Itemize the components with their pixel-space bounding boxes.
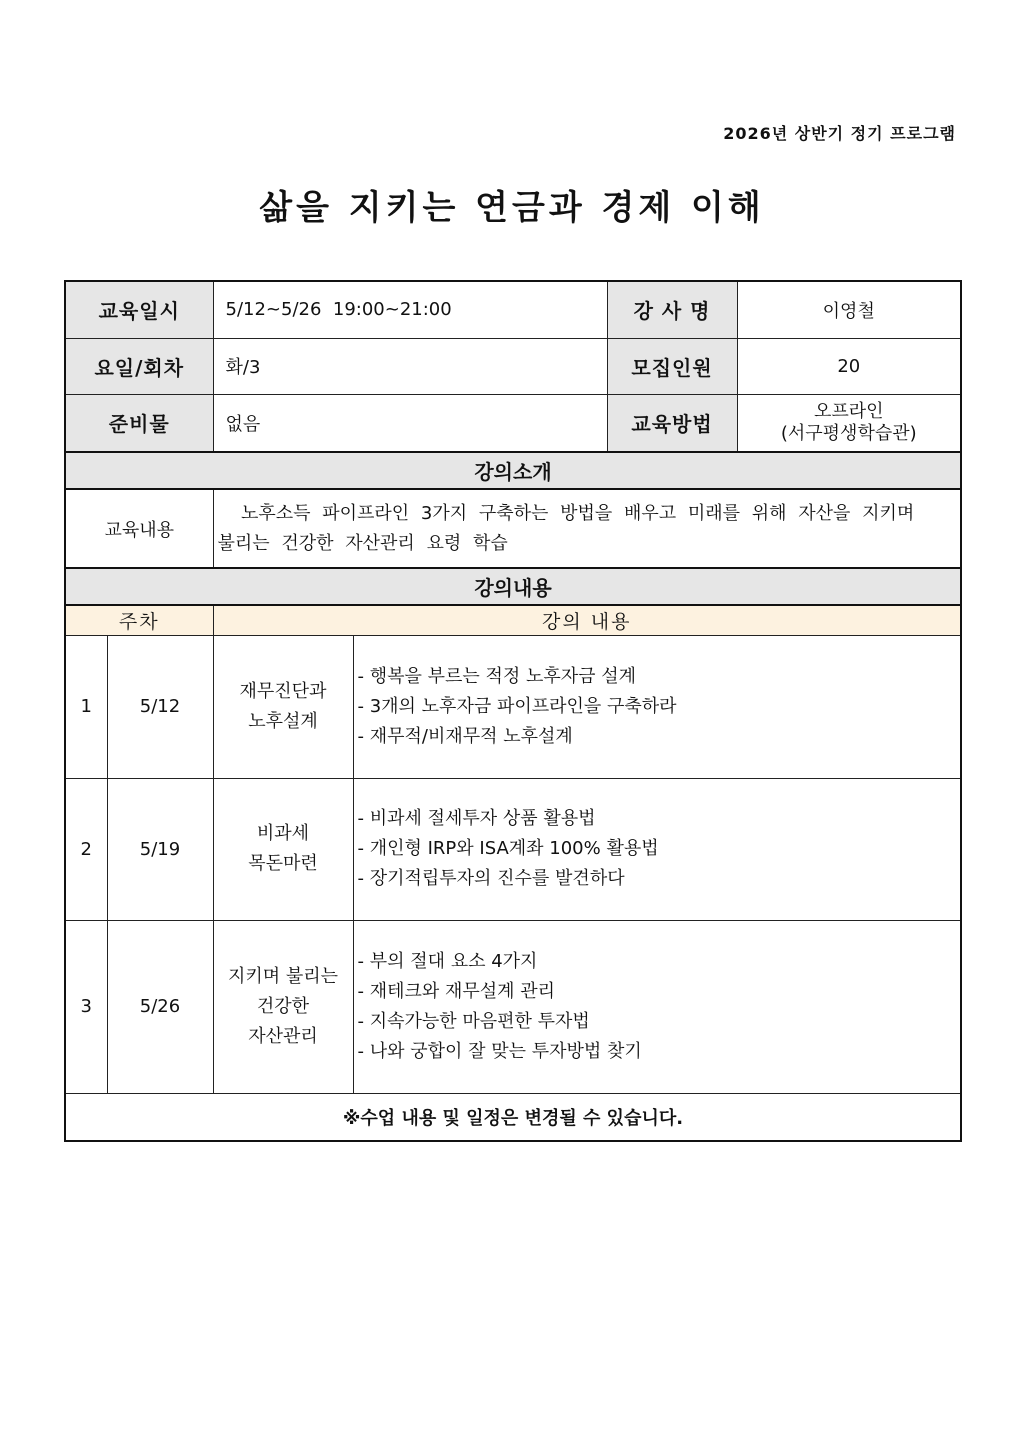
intro-section-title: 강의소개 <box>65 452 961 489</box>
lecture-item: - 부의 절대 요소 4가지 <box>357 950 538 972</box>
lecture-number: 1 <box>65 635 107 778</box>
schedule-notice: ※수업 내용 및 일정은 변경될 수 있습니다. <box>65 1093 961 1141</box>
topic-line: 지키며 불리는 <box>227 965 339 987</box>
topic-line: 재무진단과 <box>239 680 327 702</box>
course-info-table <box>64 280 962 1142</box>
instructor-value: 이영철 <box>737 281 961 338</box>
lecture-item: - 개인형 IRP와 ISA계좌 100% 활용법 <box>357 838 659 859</box>
content-line-1: 노후소득 파이프라인 3가지 구축하는 방법을 배우고 미래를 위해 자산을 지키며 <box>217 502 915 524</box>
day-label: 요일/회차 <box>65 338 213 394</box>
lecture-item: - 나와 궁합이 잘 맞는 투자방법 찾기 <box>357 1040 642 1062</box>
instructor-label: 강 사 명 <box>607 281 737 338</box>
date-label: 교육일시 <box>65 281 213 338</box>
lecture-topic <box>213 778 353 920</box>
topic-line: 건강한 <box>256 995 310 1017</box>
week-column-header: 주차 <box>65 605 213 635</box>
capacity-value: 20 <box>737 338 961 394</box>
topic-line: 노후설계 <box>248 710 318 732</box>
content-text <box>213 489 961 568</box>
lecture-date: 5/26 <box>107 920 213 1093</box>
lecture-item: - 행복을 부르는 적정 노후자금 설계 <box>357 665 637 687</box>
lecture-item: - 재테크와 재무설계 관리 <box>357 980 556 1002</box>
lecture-topic <box>213 635 353 778</box>
lecture-date: 5/19 <box>107 778 213 920</box>
lecture-items <box>353 920 961 1093</box>
topic-line: 목돈마련 <box>248 853 318 874</box>
lecture-items <box>353 778 961 920</box>
content-column-header: 강의 내용 <box>213 605 961 635</box>
lectures-section-title: 강의내용 <box>65 568 961 605</box>
lecture-date: 5/12 <box>107 635 213 778</box>
date-value: 5/12~5/26 19:00~21:00 <box>213 281 607 338</box>
lecture-number: 2 <box>65 778 107 920</box>
day-value: 화/3 <box>213 338 607 394</box>
capacity-label: 모집인원 <box>607 338 737 394</box>
lecture-row <box>65 778 961 920</box>
lecture-item: - 비과세 절세투자 상품 활용법 <box>357 808 596 829</box>
materials-label: 준비물 <box>65 394 213 452</box>
method-line-1: 오프라인 <box>813 400 884 422</box>
materials-value: 없음 <box>213 394 607 452</box>
method-label: 교육방법 <box>607 394 737 452</box>
content-label: 교육내용 <box>65 489 213 568</box>
lecture-topic <box>213 920 353 1093</box>
lecture-item: - 3개의 노후자금 파이프라인을 구축하라 <box>357 695 677 717</box>
lecture-number: 3 <box>65 920 107 1093</box>
lecture-row <box>65 920 961 1093</box>
lecture-item: - 재무적/비재무적 노후설계 <box>357 725 573 747</box>
topic-line: 비과세 <box>256 823 310 844</box>
program-label: 2026년 상반기 정기 프로그램 <box>723 124 956 143</box>
lecture-item: - 장기적립투자의 진수를 발견하다 <box>357 868 625 889</box>
page-title: 삶을 지키는 연금과 경제 이해 <box>259 188 765 228</box>
topic-line: 자산관리 <box>248 1025 318 1047</box>
lecture-item: - 지속가능한 마음편한 투자법 <box>357 1010 590 1032</box>
method-line-2: (서구평생학습관) <box>780 422 917 444</box>
method-value <box>737 394 961 452</box>
lecture-items <box>353 635 961 778</box>
content-line-2: 불리는 건강한 자산관리 요령 학습 <box>217 532 508 554</box>
lecture-row <box>65 635 961 778</box>
